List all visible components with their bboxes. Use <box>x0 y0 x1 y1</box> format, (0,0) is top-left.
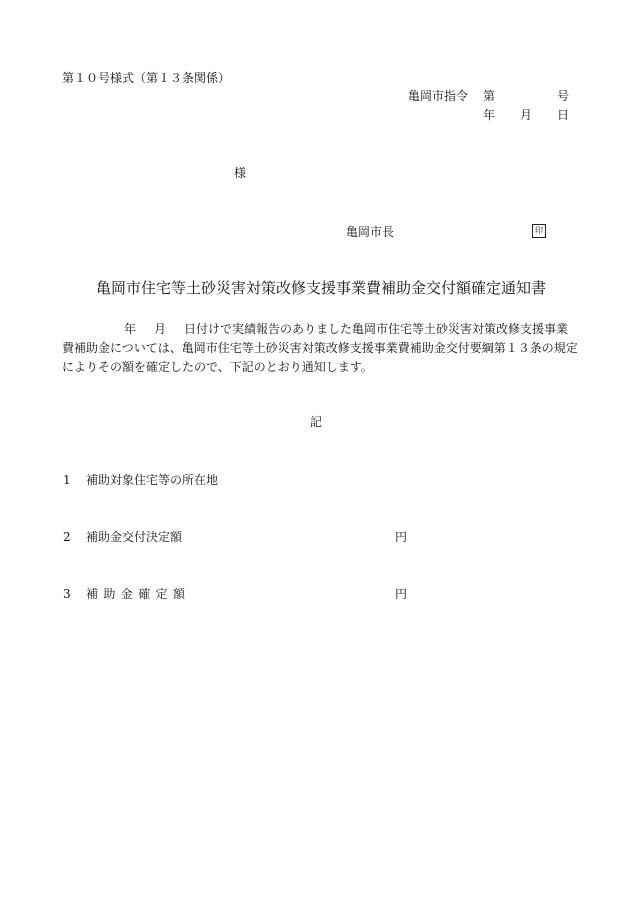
item-3-number: 3 <box>63 587 71 601</box>
date-year: 年 <box>483 108 496 122</box>
item-3-unit: 円 <box>395 587 408 601</box>
item-2-number: 2 <box>63 530 71 544</box>
sender-title: 亀岡市長 <box>346 225 395 239</box>
body-month: 月 <box>154 322 167 336</box>
ki-heading: 記 <box>310 415 323 429</box>
addressee-suffix: 様 <box>234 166 247 180</box>
doc-number-prefix: 第 <box>483 89 496 103</box>
doc-number-suffix: 号 <box>557 89 570 103</box>
seal-mark: 印 <box>532 224 546 238</box>
item-1-number: 1 <box>63 473 71 487</box>
body-text: 日付けで実績報告のありました亀岡市住宅等土砂災害対策改修支援事業費補助金については、亀岡市住宅等土砂災害対策改修支援事業費補助金交付要綱第１３条の規定によりその額を確定したので、下記のとおり通知します。 <box>62 322 578 374</box>
item-2-label: 補助金交付決定額 <box>86 530 183 544</box>
date-day: 日 <box>557 108 570 122</box>
item-3-label: 補助金確定額 <box>86 587 191 601</box>
document-title: 亀岡市住宅等土砂災害対策改修支援事業費補助金交付額確定通知書 <box>96 279 547 297</box>
form-label: 第１０号様式（第１３条関係） <box>62 71 231 85</box>
item-2-unit: 円 <box>395 530 408 544</box>
body-year: 年 <box>124 322 137 336</box>
item-1-label: 補助対象住宅等の所在地 <box>86 473 219 487</box>
date-month: 月 <box>520 108 533 122</box>
doc-number-issuer: 亀岡市指令 <box>408 89 469 103</box>
body-paragraph <box>62 320 578 377</box>
